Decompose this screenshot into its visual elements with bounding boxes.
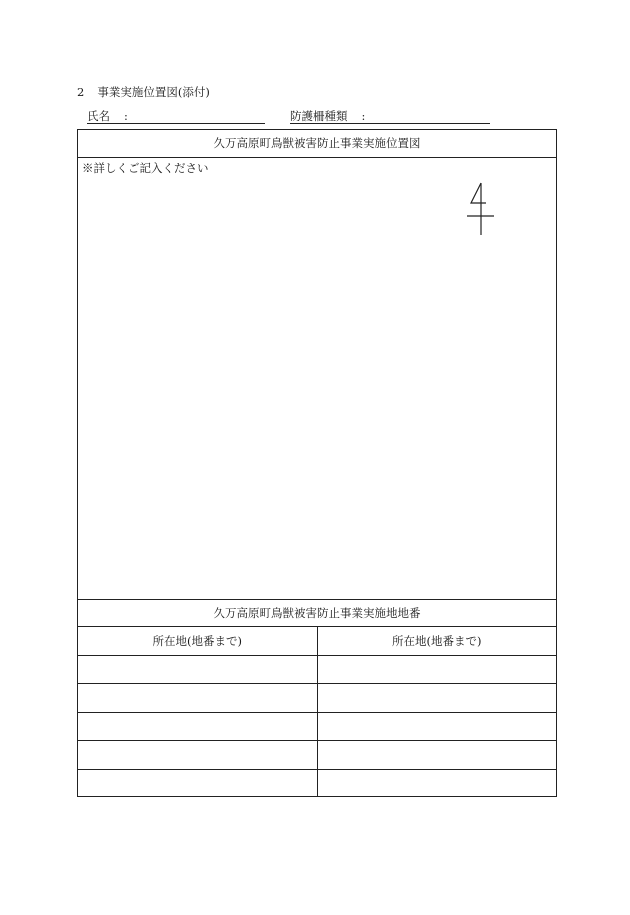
lot-cell[interactable] bbox=[78, 684, 317, 713]
lot-table-title: 久万高原町鳥獣被害防止事業実施地地番 bbox=[78, 599, 556, 627]
section-number: 2 bbox=[77, 85, 85, 99]
lot-cell[interactable] bbox=[78, 655, 317, 684]
lot-column-header-2: 所在地(地番まで) bbox=[317, 627, 556, 655]
north-arrow-icon bbox=[464, 179, 500, 237]
lot-cell[interactable] bbox=[317, 655, 556, 684]
fence-type-label: 防護柵種類 bbox=[290, 109, 348, 123]
lot-cell[interactable] bbox=[78, 741, 317, 770]
lot-cell[interactable] bbox=[317, 684, 556, 713]
lot-cell[interactable] bbox=[317, 769, 556, 797]
fence-type-field[interactable] bbox=[290, 109, 490, 124]
lot-cell[interactable] bbox=[317, 712, 556, 741]
lot-cell[interactable] bbox=[317, 741, 556, 770]
lot-cell[interactable] bbox=[78, 769, 317, 797]
section-heading bbox=[77, 84, 210, 100]
map-instruction: ※詳しくご記入ください bbox=[82, 161, 209, 175]
location-map-frame bbox=[77, 129, 557, 797]
section-title: 事業実施位置図(添付) bbox=[97, 85, 210, 99]
map-title: 久万高原町鳥獣被害防止事業実施位置図 bbox=[78, 130, 556, 158]
lot-cell[interactable] bbox=[78, 712, 317, 741]
name-field[interactable] bbox=[87, 109, 265, 124]
table-row bbox=[78, 741, 556, 770]
table-row bbox=[78, 712, 556, 741]
table-row bbox=[78, 655, 556, 684]
fence-type-separator: : bbox=[361, 109, 366, 123]
lot-column-header-1: 所在地(地番まで) bbox=[78, 627, 317, 655]
name-label: 氏名 bbox=[87, 109, 110, 123]
table-row bbox=[78, 769, 556, 797]
lot-table bbox=[78, 627, 556, 797]
table-row bbox=[78, 684, 556, 713]
name-separator: : bbox=[124, 109, 128, 123]
